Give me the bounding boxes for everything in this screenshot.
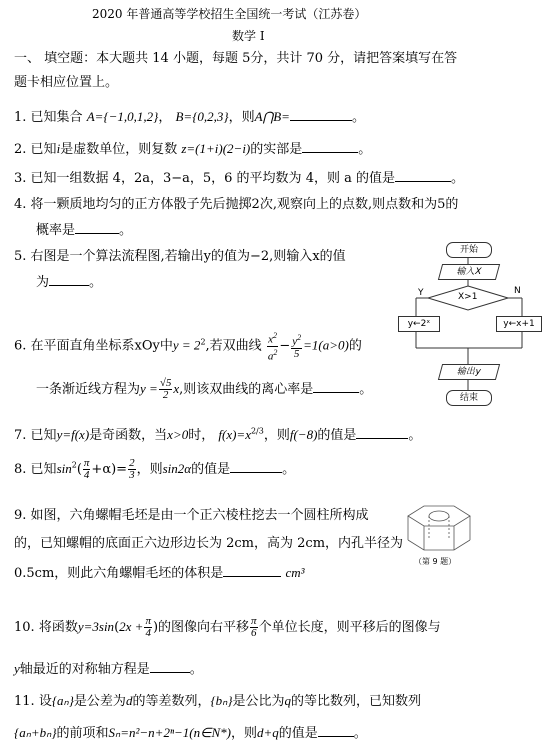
exam-title: 2020 年普通高等学校招生全国统一考试（江苏卷） (92, 7, 367, 21)
question-11-line1: 11. 设{aₙ}是公差为d的等差数列，{bₙ}是公比为q的等比数列，已知数列 (14, 693, 422, 709)
hex-nut-figure (394, 496, 480, 570)
question-9-line2: 的，已知螺帽的底面正六边形边长为 2cm，高为 2cm，内孔半径为 (14, 536, 404, 551)
flowchart-right-assign: y←x+1 (496, 316, 542, 332)
question-9-line1: 9. 如图，六角螺帽毛坯是由一个正六棱柱挖去一个圆柱所构成 (14, 508, 369, 523)
question-1: 1. 已知集合 A={−1,0,1,2}， B={0,2,3}，则A⋂B= 。 (14, 109, 365, 125)
answer-blank-4[interactable] (75, 221, 119, 234)
flowchart-output: 输出y (438, 364, 500, 380)
question-6-line2: 一条渐近线方程为y = $\frac{√5}{2}$ x,则该双曲线的离心率是 。 (36, 377, 373, 401)
question-11-line2: {aₙ+bₙ}的前项和Sₙ=n²−n+2ⁿ−1(n∈N*)，则d+q的值是 。 (14, 725, 367, 741)
question-5-line1: 5. 右图是一个算法流程图,若输出y的值为−2,则输入x的值 (14, 249, 346, 264)
flowchart-input: 输入X (438, 264, 500, 280)
hex-nut-caption: （第 9 题） (414, 557, 457, 566)
question-6-line1: 6. 在平面直角坐标系xOy中$y = 2^2$,若双曲线 $\frac{x^2}{a^2}$ − $\frac{y^2}{5}$ =1(a>0)的 (14, 331, 362, 363)
question-8: 8. 已知$\sin^2$( $\frac{\pi}{4}$ +α)= $\frac{2}{3}$ ，则sin2α的值是 。 (14, 457, 296, 481)
flowchart (396, 236, 544, 412)
question-3: 3. 已知一组数据 4，2a，3−a，5，6 的平均数为 4，则 a 的值是 。 (14, 171, 464, 186)
answer-blank-2[interactable] (302, 140, 358, 153)
section-instruction-line1: 一、 填空题：本大题共 14 小题，每题 5分，共计 70 分，请把答案填写在答 (14, 51, 458, 66)
flowchart-start: 开始 (446, 242, 492, 258)
question-5-line2: 为 。 (36, 275, 103, 290)
answer-blank-9[interactable] (223, 564, 281, 577)
flowchart-left-assign: y←2ˣ (398, 316, 440, 332)
question-4-line1: 4. 将一颗质地均匀的正方体骰子先后抛掷2次,观察向上的点数,则点数和为5的 (14, 197, 459, 212)
answer-blank-1[interactable] (290, 108, 352, 121)
flowchart-no-label: N (514, 286, 521, 296)
answer-blank-5[interactable] (49, 273, 89, 286)
answer-blank-7[interactable] (356, 426, 408, 439)
flowchart-end: 结束 (446, 390, 492, 406)
question-10-line1: 10. 将函数y=3sin(2x + $\frac{\pi}{4}$ )的图像向右平移 $\frac{\pi}{6}$ 个单位长度，则平移后的图像与 (14, 615, 441, 639)
answer-blank-3[interactable] (395, 169, 451, 182)
question-7: 7. 已知y=f(x)是奇函数，当x>0时， $f(x)=x^{2/3}$，则f(−8)的值是 。 (14, 426, 422, 443)
question-10-line2: y轴最近的对称轴方程是 。 (14, 661, 203, 677)
question-9-line3: 0.5cm，则此六角螺帽毛坯的体积是 cm³ (14, 565, 305, 581)
question-4-line2: 概率是 。 (36, 223, 133, 238)
answer-blank-11[interactable] (318, 724, 354, 737)
subject-title: 数学 I (232, 29, 265, 43)
section-instruction-line2: 题卡相应位置上。 (14, 75, 119, 90)
question-2: 2. 已知i是虚数单位，则复数 z=(1+i)(2−i)的实部是 。 (14, 141, 372, 157)
flowchart-condition: X>1 (458, 292, 478, 302)
answer-blank-8[interactable] (230, 460, 282, 473)
flowchart-yes-label: Y (418, 288, 424, 298)
answer-blank-6[interactable] (313, 380, 359, 393)
answer-blank-10[interactable] (150, 660, 190, 673)
